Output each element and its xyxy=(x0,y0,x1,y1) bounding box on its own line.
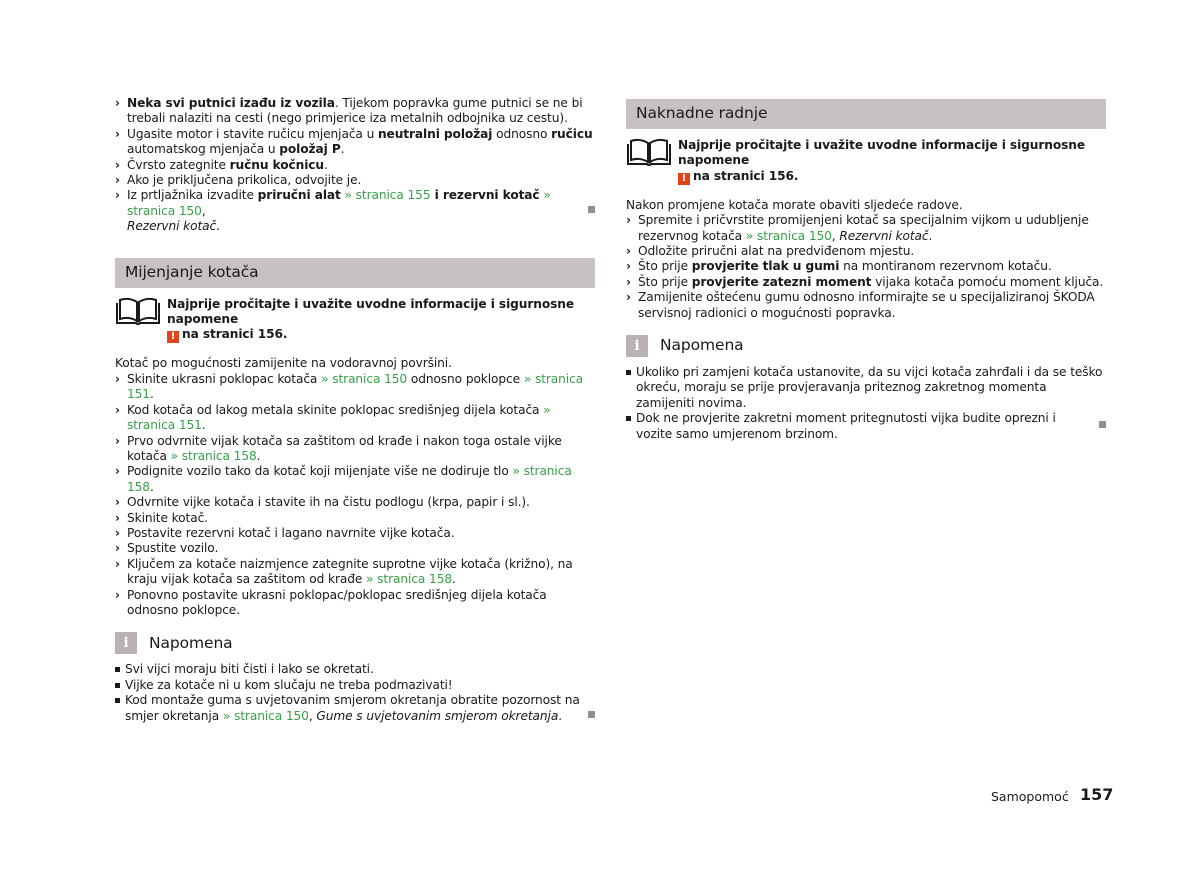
page-link[interactable]: » stranica 158 xyxy=(127,464,572,494)
chevron-right-icon: › xyxy=(626,259,631,274)
list-item: › Postavite rezervni kotač i lagano navrnite vijke kotača. xyxy=(115,525,455,540)
info-icon: i xyxy=(115,632,137,654)
note-title: Napomena xyxy=(660,336,744,355)
page-link[interactable]: » stranica 151 xyxy=(127,371,584,402)
list-item: › Odložite priručni alat na predviđenom mjestu. xyxy=(626,244,915,259)
list-item: › Ključem za kotače naizmjence zategnite suprotne vijke kotača (križno), na kraju vijak kotača sa zaštitom od krađe » stranica 158. xyxy=(115,556,573,587)
chevron-right-icon: › xyxy=(115,188,120,203)
section-end-marker xyxy=(588,206,595,213)
page-link[interactable]: » stranica 150 xyxy=(222,708,309,723)
warning-icon: ! xyxy=(167,331,179,343)
list-item: › Skinite kotač. xyxy=(115,510,208,525)
list-item: › Spustite vozilo. xyxy=(115,541,219,556)
bullet-icon xyxy=(626,416,631,421)
chevron-right-icon: › xyxy=(626,244,631,259)
note-title: Napomena xyxy=(149,633,233,652)
list-item: Dok ne provjerite zakretni moment pritegnutosti vijka budite oprezni i vozite samo umjerenom brzinom. xyxy=(626,411,1106,442)
note-header xyxy=(626,335,1106,357)
list-item: › Neka svi putnici izađu iz vozila. Tijekom popravka gume putnici se ne bi trebali nalaziti na cesti (nego primjerice iza metalnih odbojnika uz cestu). xyxy=(115,96,583,126)
right-column xyxy=(626,99,1106,442)
chevron-right-icon: › xyxy=(115,525,120,540)
page-link[interactable]: » stranica 150 xyxy=(321,371,408,386)
list-item: › Odvrnite vijke kotača i stavite ih na čistu podlogu (krpa, papir i sl.). xyxy=(115,495,530,510)
chevron-right-icon: › xyxy=(115,510,120,525)
steps-list xyxy=(115,372,595,619)
read-first-notice: Najprije pročitajte i uvažite uvodne informacije i sigurnosne napomene ! na stranici 156. xyxy=(115,297,595,344)
bullet-icon xyxy=(626,370,631,375)
section-end-marker xyxy=(588,711,595,718)
section-end-marker xyxy=(1099,421,1106,428)
list-item: › Što prije provjerite tlak u gumi na montiranom rezervnom kotaču. xyxy=(626,259,1052,274)
list-item: › Podignite vozilo tako da kotač koji mijenjate više ne dodiruje tlo » stranica 158. xyxy=(115,464,572,494)
list-item: › Što prije provjerite zatezni moment vijaka kotača pomoću moment ključa. xyxy=(626,274,1104,289)
list-item: › Iz prtljažnika izvadite priručni alat » stranica 155 i rezervni kotač » stranica 150, Rezervni kotač. xyxy=(115,188,595,234)
chevron-right-icon: › xyxy=(115,402,120,417)
page-link[interactable]: na stranici 156. xyxy=(693,168,799,183)
left-column xyxy=(115,96,595,724)
note-header xyxy=(115,632,595,654)
paragraph: Kotač po mogućnosti zamijenite na vodoravnoj površini. xyxy=(115,356,452,371)
list-item: › Spremite i pričvrstite promijenjeni kotač sa specijalnim vijkom u udubljenje rezervnog kotača » stranica 150, Rezervni kotač. xyxy=(626,213,1089,243)
info-icon: i xyxy=(626,335,648,357)
chevron-right-icon: › xyxy=(115,556,120,571)
chevron-right-icon: › xyxy=(115,495,120,510)
chevron-right-icon: › xyxy=(115,96,120,110)
book-icon xyxy=(115,297,161,325)
list-item: › Zamijenite oštećenu gumu odnosno informirajte se u specijaliziranoj ŠKODA servisnoj radionici o mogućnosti popravka. xyxy=(626,290,1095,320)
page-number: 157 xyxy=(1080,785,1114,804)
section-title: Mijenjanje kotača xyxy=(115,258,595,288)
paragraph: Nakon promjene kotača morate obaviti sljedeće radove. xyxy=(626,197,963,212)
list-item: Ukoliko pri zamjeni kotača ustanovite, da su vijci kotača zahrđali i da se teško okreću, moraju se prije provjeravanja priteznog zakretnog momenta zamijeniti novima. xyxy=(626,365,1106,411)
list-item: › Ponovno postavite ukrasni poklopac/poklopac središnjeg dijela kotača odnosno poklopce. xyxy=(115,587,547,617)
chevron-right-icon: › xyxy=(115,587,120,602)
read-first-notice: Najprije pročitajte i uvažite uvodne informacije i sigurnosne napomene ! na stranici 156. xyxy=(626,138,1106,185)
page-link[interactable]: na stranici 156. xyxy=(182,327,288,342)
book-icon xyxy=(626,138,672,166)
section-title: Naknadne radnje xyxy=(626,99,1106,129)
page-link[interactable]: » stranica 155 xyxy=(340,188,431,203)
list-item: Vijke za kotače ni u kom slučaju ne treba podmazivati! xyxy=(115,678,595,693)
footer-section-label: Samopomoć xyxy=(991,789,1069,804)
bullet-icon xyxy=(115,683,120,688)
list-item: › Skinite ukrasni poklopac kotača » stranica 150 odnosno poklopce » stranica 151. xyxy=(115,371,584,402)
list-item: › Čvrsto zategnite ručnu kočnicu. xyxy=(115,157,328,172)
page-link[interactable]: » stranica 158 xyxy=(366,572,453,587)
list-item: › Ugasite motor i stavite ručicu mjenjača u neutralni položaj odnosno ručicu automatskog mjenjača u položaj P. xyxy=(115,126,593,157)
page-link[interactable]: » stranica 150 xyxy=(745,228,832,243)
bullet-icon xyxy=(115,698,120,703)
chevron-right-icon: › xyxy=(115,173,120,188)
list-item: › Prvo odvrnite vijak kotača sa zaštitom od krađe i nakon toga ostale vijke kotača » stranica 158. xyxy=(115,433,562,463)
page-link[interactable]: » stranica 151 xyxy=(127,402,551,433)
list-item: Svi vijci moraju biti čisti i lako se okretati. xyxy=(115,662,595,677)
intro-steps-list xyxy=(115,96,595,235)
list-item: › Ako je priključena prikolica, odvojite je. xyxy=(115,173,362,188)
chevron-right-icon: › xyxy=(115,464,120,479)
chevron-right-icon: › xyxy=(115,157,120,172)
page-link[interactable]: » stranica 158 xyxy=(170,448,257,463)
notes-list xyxy=(626,365,1106,442)
chevron-right-icon: › xyxy=(626,213,631,228)
warning-icon: ! xyxy=(678,173,690,185)
bullet-icon xyxy=(115,667,120,672)
notes-list xyxy=(115,662,595,724)
chevron-right-icon: › xyxy=(115,541,120,556)
list-item: › Kod kotača od lakog metala skinite poklopac središnjeg dijela kotača » stranica 151. xyxy=(115,402,551,433)
chevron-right-icon: › xyxy=(626,290,631,305)
chevron-right-icon: › xyxy=(115,433,120,448)
chevron-right-icon: › xyxy=(626,274,631,289)
list-item: Kod montaže guma s uvjetovanim smjerom okretanja obratite pozornost na smjer okretanja » stranica 150, Gume s uvjetovanim smjerom okretanja. xyxy=(115,693,595,724)
steps-list xyxy=(626,213,1106,321)
chevron-right-icon: › xyxy=(115,126,120,141)
chevron-right-icon: › xyxy=(115,371,120,386)
page-link[interactable]: » stranica 150 xyxy=(127,188,551,218)
